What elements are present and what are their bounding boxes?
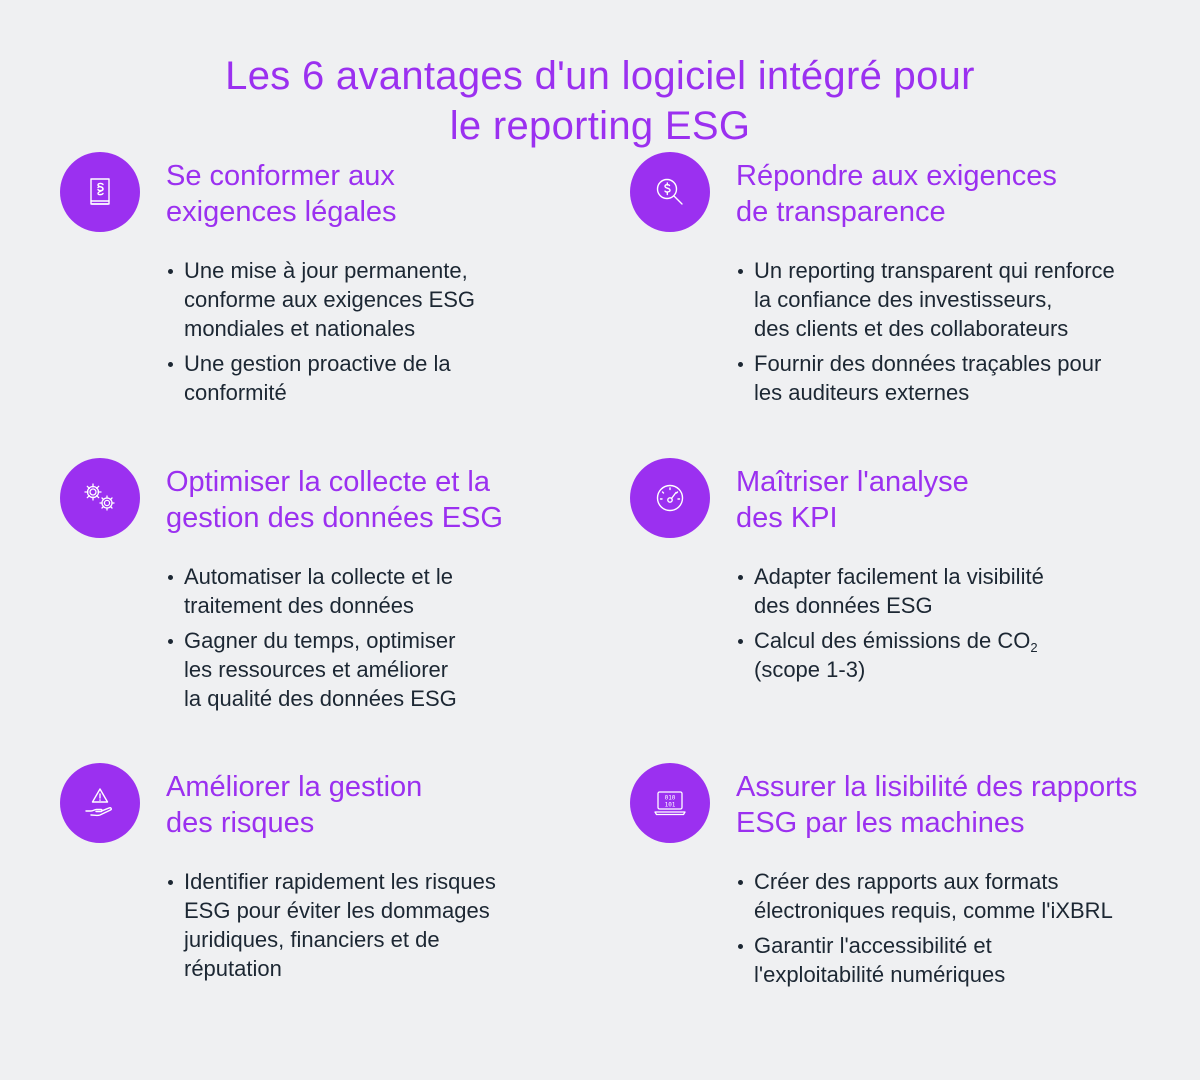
bullet-line: Adapter facilement la visibilité: [754, 564, 1044, 589]
heading-line: Assurer la lisibilité des rapports: [736, 771, 1138, 803]
bullet-line: les auditeurs externes: [754, 380, 970, 405]
gears-icon: [60, 458, 140, 538]
heading-line: des KPI: [736, 502, 838, 534]
gauge-icon: [630, 458, 710, 538]
bullet-line: Fournir des données traçables pour: [754, 351, 1102, 376]
heading-line: exigences légales: [166, 196, 397, 228]
card-heading: [736, 769, 1137, 841]
bullet-line: [754, 626, 1044, 655]
bullet-line: les ressources et améliorer: [184, 657, 449, 682]
bullet-line: conforme aux exigences ESG: [184, 287, 476, 312]
co2-subscript: 2: [1030, 640, 1038, 655]
bullet-line: Garantir l'accessibilité et: [754, 933, 992, 958]
bullet-item: [736, 562, 1044, 620]
bullet-line: (scope 1-3): [754, 657, 866, 682]
bullet-list: [166, 867, 496, 989]
heading-line: ESG par les machines: [736, 807, 1025, 839]
bullet-line: des clients et des collaborateurs: [754, 316, 1069, 341]
bullet-line: Créer des rapports aux formats: [754, 869, 1059, 894]
card-heading: [736, 158, 1057, 230]
heading-line: de transparence: [736, 196, 946, 228]
bullet-line: la confiance des investisseurs,: [754, 287, 1053, 312]
bullet-list: [736, 562, 1044, 690]
bullet-item: [736, 349, 1115, 407]
heading-line: Maîtriser l'analyse: [736, 466, 969, 498]
svg-text:101: 101: [664, 801, 676, 809]
bullet-line: Un reporting transparent qui renforce: [754, 258, 1115, 283]
bullet-item: [166, 256, 475, 343]
card-heading: [166, 769, 422, 841]
bullet-item: [166, 349, 475, 407]
bullet-line: conformité: [184, 380, 287, 405]
bullet-list: [736, 256, 1115, 413]
bullet-list: [736, 867, 1113, 995]
dollar-search-icon: [630, 152, 710, 232]
title-line-2: le reporting ESG: [449, 103, 751, 148]
title-line-1: Les 6 avantages d'un logiciel intégré pour: [225, 53, 975, 98]
bullet-line: réputation: [184, 956, 282, 981]
bullet-item: [166, 867, 496, 983]
card-heading: [166, 464, 503, 536]
bullet-line: Une gestion proactive de la: [184, 351, 451, 376]
bullet-item: [736, 626, 1044, 684]
card-heading: [166, 158, 397, 230]
bullet-item: [166, 562, 457, 620]
heading-line: Répondre aux exigences: [736, 160, 1057, 192]
svg-text:010: 010: [664, 794, 676, 802]
page-title: [0, 51, 1200, 151]
binary-laptop-icon: [630, 763, 710, 843]
heading-line: Optimiser la collecte et la: [166, 466, 490, 498]
law-book-icon: [60, 152, 140, 232]
bullet-line: Une mise à jour permanente,: [184, 258, 468, 283]
heading-line: Se conformer aux: [166, 160, 395, 192]
heading-line: Améliorer la gestion: [166, 771, 423, 803]
bullet-list: [166, 562, 457, 719]
bullet-item: [166, 626, 457, 713]
bullet-line: électroniques requis, comme l'iXBRL: [754, 898, 1113, 923]
heading-line: gestion des données ESG: [166, 502, 503, 534]
card-heading: [736, 464, 969, 536]
bullet-line: l'exploitabilité numériques: [754, 962, 1006, 987]
bullet-item: [736, 931, 1113, 989]
bullet-line: mondiales et nationales: [184, 316, 416, 341]
bullet-line: juridiques, financiers et de: [184, 927, 440, 952]
bullet-line: Gagner du temps, optimiser: [184, 628, 456, 653]
bullet-line: ESG pour éviter les dommages: [184, 898, 490, 923]
bullet-item: [736, 256, 1115, 343]
heading-line: des risques: [166, 807, 315, 839]
bullet-line: traitement des données: [184, 593, 414, 618]
bullet-line: la qualité des données ESG: [184, 686, 457, 711]
bullet-item: [736, 867, 1113, 925]
bullet-line: des données ESG: [754, 593, 933, 618]
warning-hand-icon: [60, 763, 140, 843]
bullet-list: [166, 256, 475, 413]
bullet-line: Identifier rapidement les risques: [184, 869, 496, 894]
bullet-line: Automatiser la collecte et le: [184, 564, 454, 589]
co2-text: Calcul des émissions de CO: [754, 628, 1031, 653]
